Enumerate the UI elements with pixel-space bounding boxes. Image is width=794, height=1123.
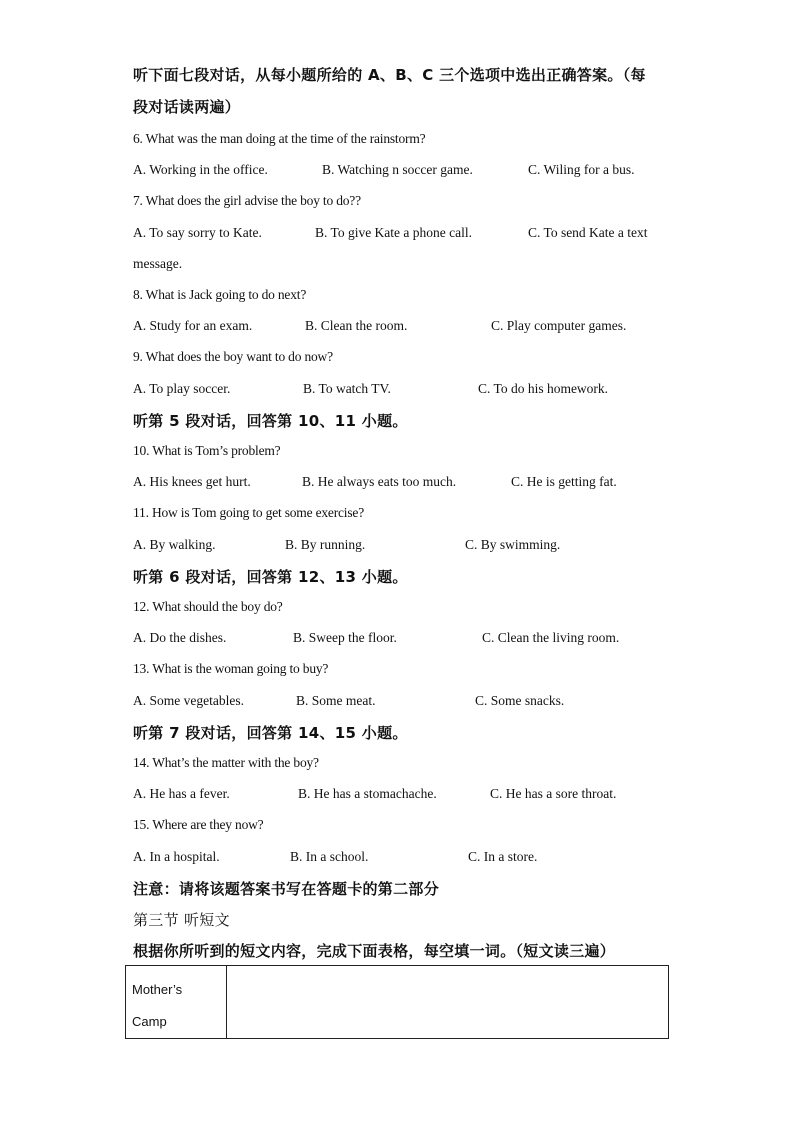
q11-option-c: C. By swimming. (465, 537, 561, 552)
q7-option-c: C. To send Kate a text (528, 225, 648, 240)
q11-option-b: B. By running. (285, 537, 366, 552)
question-15: 15. Where are they now? (133, 817, 264, 832)
q7-option-c-continued: message. (133, 256, 183, 271)
question-11: 11. How is Tom going to get some exercise? (133, 505, 364, 520)
q13-option-b: B. Some meat. (296, 693, 376, 708)
question-14: 14. What’s the matter with the boy? (133, 755, 319, 770)
q14-option-c: C. He has a sore throat. (490, 786, 617, 801)
instruction-line-1: 听下面七段对话，从每小题所给的 A、B、C 三个选项中选出正确答案。（每 (133, 66, 646, 84)
q7-option-b: B. To give Kate a phone call. (315, 225, 473, 240)
table-label-line-2: Camp (132, 1014, 167, 1029)
answer-table (125, 965, 669, 1039)
section-7-heading: 听第 7 段对话，回答第 14、15 小题。 (133, 724, 408, 742)
q15-option-c: C. In a store. (468, 849, 538, 864)
question-8: 8. What is Jack going to do next? (133, 287, 307, 302)
q13-option-a: A. Some vegetables. (133, 693, 244, 708)
q15-option-a: A. In a hospital. (133, 849, 220, 864)
q6-option-c: C. Wiling for a bus. (528, 162, 635, 177)
q8-option-b: B. Clean the room. (305, 318, 408, 333)
instruction-line-2: 段对话读两遍） (133, 98, 241, 116)
q12-option-a: A. Do the dishes. (133, 630, 227, 645)
q10-option-b: B. He always eats too much. (302, 474, 457, 489)
question-10: 10. What is Tom’s problem? (133, 443, 281, 458)
note-text: 注意：请将该题答案书写在答题卡的第二部分 (133, 880, 440, 898)
q12-option-c: C. Clean the living room. (482, 630, 620, 645)
q12-option-b: B. Sweep the floor. (293, 630, 397, 645)
q14-option-a: A. He has a fever. (133, 786, 230, 801)
q7-option-a: A. To say sorry to Kate. (133, 225, 262, 240)
part-3-instruction: 根据你所听到的短文内容，完成下面表格，每空填一词。（短文读三遍） (133, 942, 616, 960)
section-5-heading: 听第 5 段对话，回答第 10、11 小题。 (133, 412, 408, 430)
question-6: 6. What was the man doing at the time of the rainstorm? (133, 131, 426, 146)
q8-option-c: C. Play computer games. (491, 318, 627, 333)
section-6-heading: 听第 6 段对话，回答第 12、13 小题。 (133, 568, 408, 586)
question-13: 13. What is the woman going to buy? (133, 661, 329, 676)
q9-option-b: B. To watch TV. (303, 381, 391, 396)
part-3-heading: 第三节 听短文 (133, 911, 230, 929)
table-answer-cell[interactable] (227, 966, 669, 1039)
q9-option-a: A. To play soccer. (133, 381, 231, 396)
q13-option-c: C. Some snacks. (475, 693, 565, 708)
q6-option-b: B. Watching n soccer game. (322, 162, 473, 177)
q14-option-b: B. He has a stomachache. (298, 786, 437, 801)
q10-option-a: A. His knees get hurt. (133, 474, 251, 489)
table-label-line-1: Mother’s (132, 982, 183, 997)
q9-option-c: C. To do his homework. (478, 381, 609, 396)
q11-option-a: A. By walking. (133, 537, 216, 552)
question-9: 9. What does the boy want to do now? (133, 349, 333, 364)
q15-option-b: B. In a school. (290, 849, 369, 864)
q8-option-a: A. Study for an exam. (133, 318, 253, 333)
question-7: 7. What does the girl advise the boy to do?? (133, 193, 361, 208)
q6-option-a: A. Working in the office. (133, 162, 268, 177)
table-label-cell (126, 966, 227, 1039)
q10-option-c: C. He is getting fat. (511, 474, 617, 489)
question-12: 12. What should the boy do? (133, 599, 283, 614)
